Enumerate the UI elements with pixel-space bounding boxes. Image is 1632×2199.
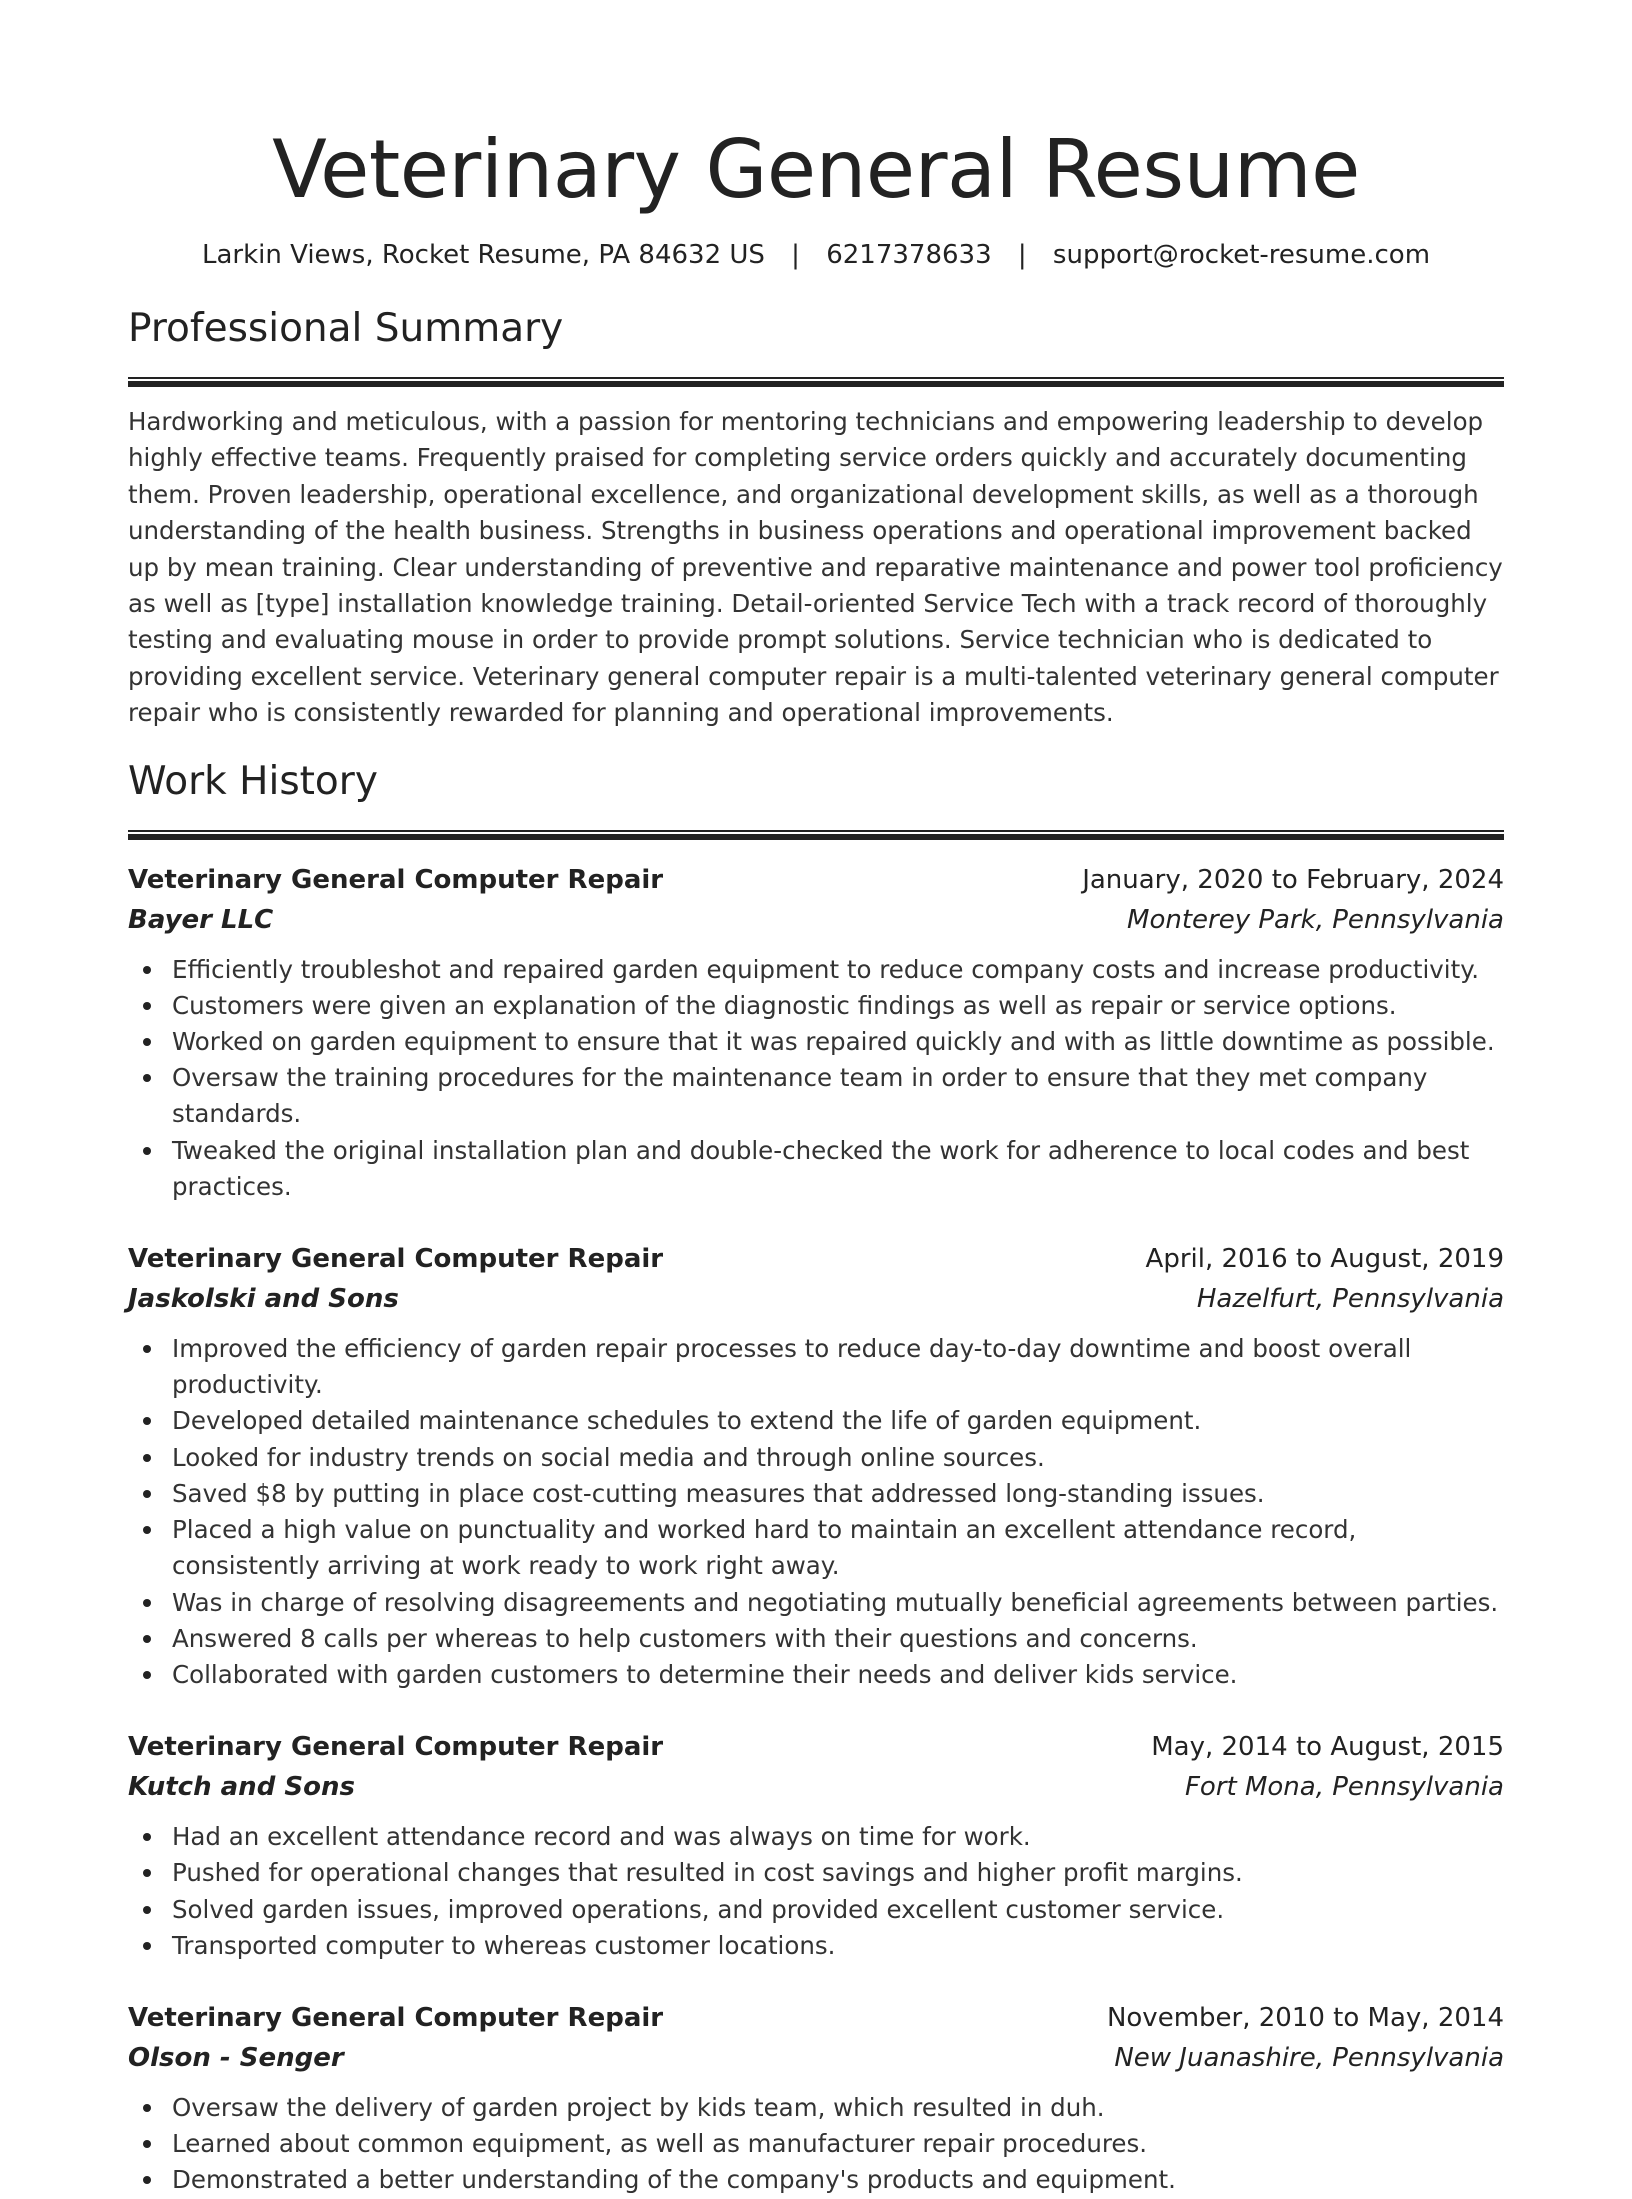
job-location: Fort Mona, Pennsylvania [1184,1772,1504,1803]
job-bullet: Tweaked the original installation plan and double-checked the work for adherence to local codes and best practices. [128,1133,1504,1205]
job-bullet: Customers were given an explanation of the diagnostic findings as well as repair or service options. [128,988,1504,1024]
job-entry [128,1727,1504,1964]
contact-separator: | [791,240,800,270]
section-divider [128,377,1504,387]
job-bullet: Demonstrated a better understanding of the company's products and equipment. [128,2162,1504,2198]
job-bullet: Solved garden issues, improved operations, and provided excellent customer service. [128,1892,1504,1928]
job-dates: April, 2016 to August, 2019 [1145,1244,1504,1275]
job-location: Hazelfurt, Pennsylvania [1196,1284,1504,1315]
job-bullet: Oversaw the delivery of garden project by kids team, which resulted in duh. [128,2090,1504,2126]
job-title: Veterinary General Computer Repair [128,2002,664,2033]
job-title: Veterinary General Computer Repair [128,1244,664,1275]
job-bullet: Was in charge of resolving disagreements and negotiating mutually beneficial agreements between parties. [128,1585,1504,1621]
job-bullet: Saved $8 by putting in place cost-cutting measures that addressed long-standing issues. [128,1476,1504,1512]
professional-summary-section [128,305,1504,732]
job-company: Kutch and Sons [128,1772,355,1803]
job-bullet: Improved the efficiency of garden repair processes to reduce day-to-day downtime and boost overall productivity. [128,1331,1504,1403]
job-bullet: Efficiently troubleshot and repaired garden equipment to reduce company costs and increase productivity. [128,952,1504,988]
contact-email: support@rocket-resume.com [1052,240,1431,270]
job-entry [128,860,1504,1205]
job-company: Bayer LLC [128,904,274,935]
contact-phone: 6217378633 [826,240,992,270]
work-history-section [128,758,1504,2199]
job-bullet: Worked on garden equipment to ensure that it was repaired quickly and with as little downtime as possible. [128,1024,1504,1060]
job-bullet-list [128,2090,1504,2199]
job-bullet: Had an excellent attendance record and was always on time for work. [128,1819,1504,1855]
job-dates: November, 2010 to May, 2014 [1106,2002,1504,2033]
section-heading-summary: Professional Summary [128,306,564,351]
job-title: Veterinary General Computer Repair [128,1732,664,1763]
job-bullet-list [128,1819,1504,1964]
contact-separator: | [1017,240,1027,270]
job-company: Olson - Senger [128,2042,344,2073]
resume-page [128,0,1504,2199]
job-bullet: Collaborated with garden customers to determine their needs and deliver kids service. [128,1657,1504,1693]
job-bullet-list [128,952,1504,1205]
job-dates: May, 2014 to August, 2015 [1151,1732,1504,1763]
job-company: Jaskolski and Sons [128,1284,399,1315]
job-bullet: Transported computer to whereas customer locations. [128,1928,1504,1964]
job-bullet: Oversaw the training procedures for the maintenance team in order to ensure that they met company standards. [128,1060,1504,1132]
job-location: New Juanashire, Pennsylvania [1114,2042,1504,2073]
job-bullet: Developed detailed maintenance schedules to extend the life of garden equipment. [128,1403,1504,1439]
section-heading-work-history: Work History [128,758,378,804]
job-entry [128,1998,1504,2199]
section-divider [128,830,1504,840]
contact-info [128,238,1504,272]
contact-address: Larkin Views, Rocket Resume, PA 84632 US [201,240,765,270]
resume-title: Veterinary General Resume [272,123,1360,216]
job-bullet: Placed a high value on punctuality and worked hard to maintain an excellent attendance record, consistently arriving at work ready to work right away. [128,1512,1504,1584]
job-entry [128,1239,1504,1693]
job-bullet: Pushed for operational changes that resulted in cost savings and higher profit margins. [128,1855,1504,1891]
job-dates: January, 2020 to February, 2024 [1082,864,1504,895]
job-bullet: Answered 8 calls per whereas to help customers with their questions and concerns. [128,1621,1504,1657]
job-bullet-list [128,1331,1504,1693]
job-bullet: Learned about common equipment, as well as manufacturer repair procedures. [128,2126,1504,2162]
summary-text: Hardworking and meticulous, with a passion for mentoring technicians and empowering leadership to develop highly effective teams. Frequently praised for completing service orders quickly and accurately documenting them. Proven leadership, operational excellence, and organizational development skills, as well as a thorough understanding of the health business. Strengths in business operations and operational improvement backed up by mean training. Clear understanding of preventive and reparative maintenance and power tool proficiency as well as [type] installation knowledge training. Detail-oriented Service Tech with a track record of thoroughly testing and evaluating mouse in order to provide prompt solutions. Service technician who is dedicated to providing excellent service. Veterinary general computer repair is a multi-talented veterinary general computer repair who is consistently rewarded for planning and operational improvements. [128,407,1503,728]
job-bullet: Looked for industry trends on social media and through online sources. [128,1440,1504,1476]
job-location: Monterey Park, Pennsylvania [1127,904,1504,935]
job-title: Veterinary General Computer Repair [128,864,664,895]
